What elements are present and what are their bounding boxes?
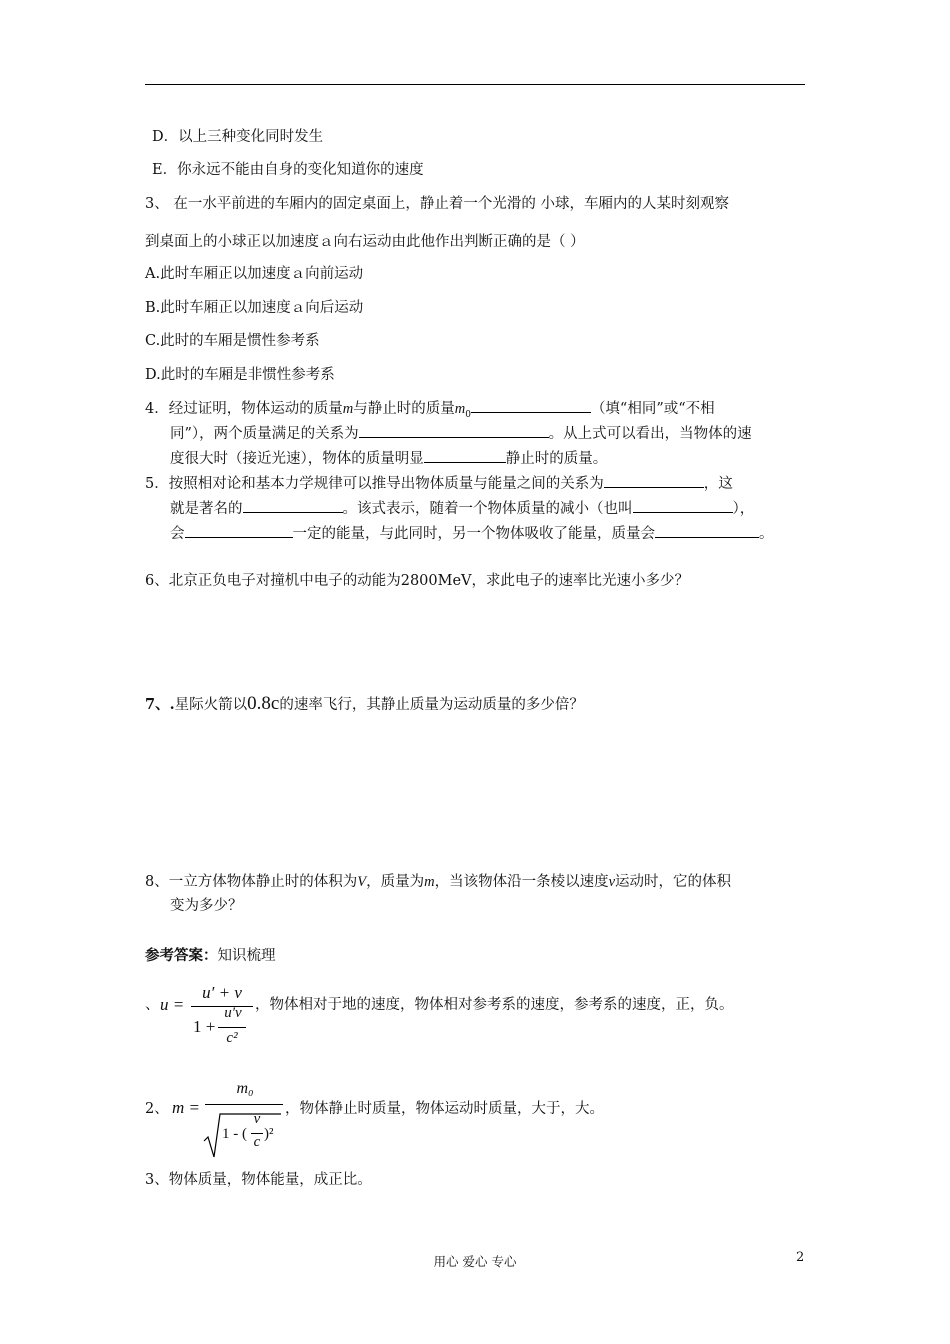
- formula1-lhs: u =: [160, 995, 185, 1014]
- q5-line3: 会 一定的能量，与此同时，另一个物体吸收了能量，质量会 。: [170, 523, 774, 544]
- q4-line1: 4．经过证明，物体运动的质量m与静止时的质量$m_0$ （填“相同”或“不相: [145, 398, 715, 425]
- q3-stem-line1: 3、 在一水平前进的车厢内的固定桌面上，静止着一个光滑的 小球，车厢内的人某时刻观察: [145, 196, 729, 212]
- answer-1-prefix: 、: [145, 997, 160, 1013]
- answer-1-text: ，物体相对于地的速度，物体相对参考系的速度，参考系的速度，正，负。: [255, 997, 734, 1013]
- q5-blank-4[interactable]: [185, 523, 293, 538]
- formula2-fraction-bar: [205, 1104, 283, 1105]
- answers-heading: 参考答案：知识梳理: [145, 947, 276, 964]
- q3-option-d: D.此时的车厢是非惯性参考系: [145, 367, 335, 383]
- q2-option-e: E．你永远不能由自身的变化知道你的速度: [152, 162, 424, 178]
- formula2-close: )²: [264, 1126, 274, 1142]
- q4-blank-1[interactable]: [471, 398, 591, 413]
- formula1-inner-bar: [218, 1027, 246, 1028]
- formula1-den-denominator: c²: [226, 1030, 238, 1046]
- q6-stem: 6、北京正负电子对撞机中电子的动能为2800MeV，求此电子的速率比光速小多少？: [145, 573, 690, 589]
- q2-option-d: D．以上三种变化同时发生: [152, 129, 324, 145]
- q5-blank-3[interactable]: [633, 498, 733, 513]
- q5-line2: 就是著名的 。该式表示，随着一个物体质量的减小（也叫 ），: [170, 498, 754, 519]
- page-footer: 用心 爱心 专心: [433, 1254, 517, 1269]
- answer-2-prefix: 2、: [145, 1101, 169, 1117]
- q4-blank-3[interactable]: [424, 448, 506, 463]
- q8-line1: 8、一立方体物体静止时的体积为V，质量为m，当该物体沿一条棱以速度v运动时，它的体积: [145, 874, 732, 890]
- formula2-den: 1 - (: [222, 1126, 247, 1142]
- formula2-numerator: m₀: [236, 1080, 254, 1097]
- header-rule: [145, 84, 805, 85]
- answer-3: 3、物体质量，物体能量，成正比。: [145, 1172, 372, 1188]
- q3-stem-line2: 到桌面上的小球正以加速度ａ向右运动由此他作出判断正确的是（ ）: [145, 234, 585, 250]
- q4-line3: 度很大时（接近光速），物体的质量明显 静止时的质量。: [170, 448, 607, 469]
- formula1-numerator: u′ + v: [202, 983, 242, 1002]
- formula2-lhs: m =: [172, 1098, 200, 1117]
- formula2-v: v: [253, 1111, 261, 1127]
- q5-blank-1[interactable]: [604, 473, 704, 488]
- q3-option-b: B.此时车厢正以加速度ａ向后运动: [145, 300, 364, 316]
- page-number: 2: [796, 1250, 805, 1265]
- q4-blank-2[interactable]: [359, 423, 549, 438]
- answer-2-text: ，物体静止时质量，物体运动时质量，大于，大。: [285, 1101, 604, 1117]
- formula1-den-one: 1 +: [193, 1017, 216, 1036]
- q8-line2: 变为多少？: [170, 898, 243, 914]
- q5-blank-2[interactable]: [243, 498, 343, 513]
- formula1-den-numerator: u′v: [224, 1005, 242, 1021]
- q3-option-c: C.此时的车厢是惯性参考系: [145, 333, 320, 349]
- q7-stem: 7、.星际火箭以0.8c的速率飞行，其静止质量为运动质量的多少倍？: [145, 693, 584, 714]
- q4-line2: 同”），两个质量满足的关系为 。从上式可以看出，当物体的速: [170, 423, 752, 444]
- q5-line1: 5．按照相对论和基本力学规律可以推导出物体质量与能量之间的关系为 ，这: [145, 473, 733, 494]
- q5-blank-5[interactable]: [655, 523, 759, 538]
- q3-option-a: A.此时车厢正以加速度ａ向前运动: [145, 266, 364, 282]
- formula2-c: c: [253, 1134, 261, 1150]
